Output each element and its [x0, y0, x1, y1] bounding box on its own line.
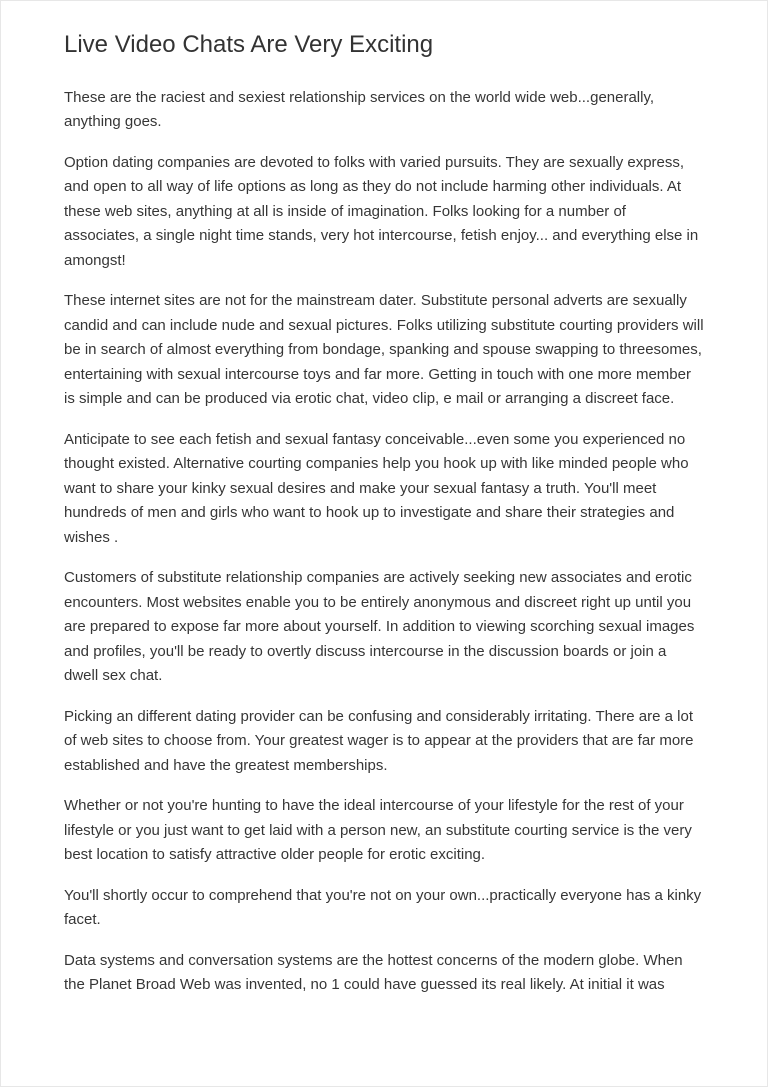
- paragraph: Anticipate to see each fetish and sexual fantasy conceivable...even some you experienced no thought existed. Alternative courting companies help you hook up with like minded people who want to share your kinky sexual desires and make your sexual fantasy a truth. You'll meet hundreds of men and girls who want to hook up to investigate and share their strategies and wishes .: [64, 430, 689, 546]
- paragraph: These are the raciest and sexiest relationship services on the world wide web...generally, anything goes.: [64, 88, 655, 131]
- paragraph: Data systems and conversation systems are the hottest concerns of the modern globe. When the Planet Broad Web was invented, no 1 could have guessed its real likely. At initial it was: [64, 951, 683, 994]
- paragraph: You'll shortly occur to comprehend that you're not on your own...practically everyone has a kinky facet.: [64, 886, 702, 929]
- paragraph: Whether or not you're hunting to have the ideal intercourse of your lifestyle for the rest of your lifestyle or you just want to get laid with a person new, an substitute courting service is the very best location to satisfy attractive older people for erotic exciting.: [64, 797, 692, 864]
- paragraph: Customers of substitute relationship companies are actively seeking new associates and erotic encounters. Most websites enable you to be entirely anonymous and discreet right up until you are prepared to expose far more about yourself. In addition to viewing scorching sexual images and profiles, you'll be ready to overtly discuss intercourse in the discussion boards or join a dwell sex chat.: [64, 569, 695, 685]
- paragraph: These internet sites are not for the mainstream dater. Substitute personal adverts are sexually candid and can include nude and sexual pictures. Folks utilizing substitute courting providers will be in search of almost everything from bondage, spanking and spouse swapping to threesomes, entertaining with sexual intercourse toys and far more. Getting in touch with one more member is simple and can be produced via erotic chat, video clip, e mail or arranging a discreet face.: [64, 292, 704, 408]
- document-title: Live Video Chats Are Very Exciting: [64, 31, 434, 58]
- paragraph: Picking an different dating provider can be confusing and considerably irritating. There are a lot of web sites to choose from. Your greatest wager is to appear at the providers that are far more established and have the greatest memberships.: [64, 707, 694, 774]
- paragraph: Option dating companies are devoted to folks with varied pursuits. They are sexually express, and open to all way of life options as long as they do not include harming other individuals. At these web sites, anything at all is inside of imagination. Folks looking for a number of associates, a single night time stands, very hot intercourse, fetish enjoy... and everything else in amongst!: [64, 153, 699, 269]
